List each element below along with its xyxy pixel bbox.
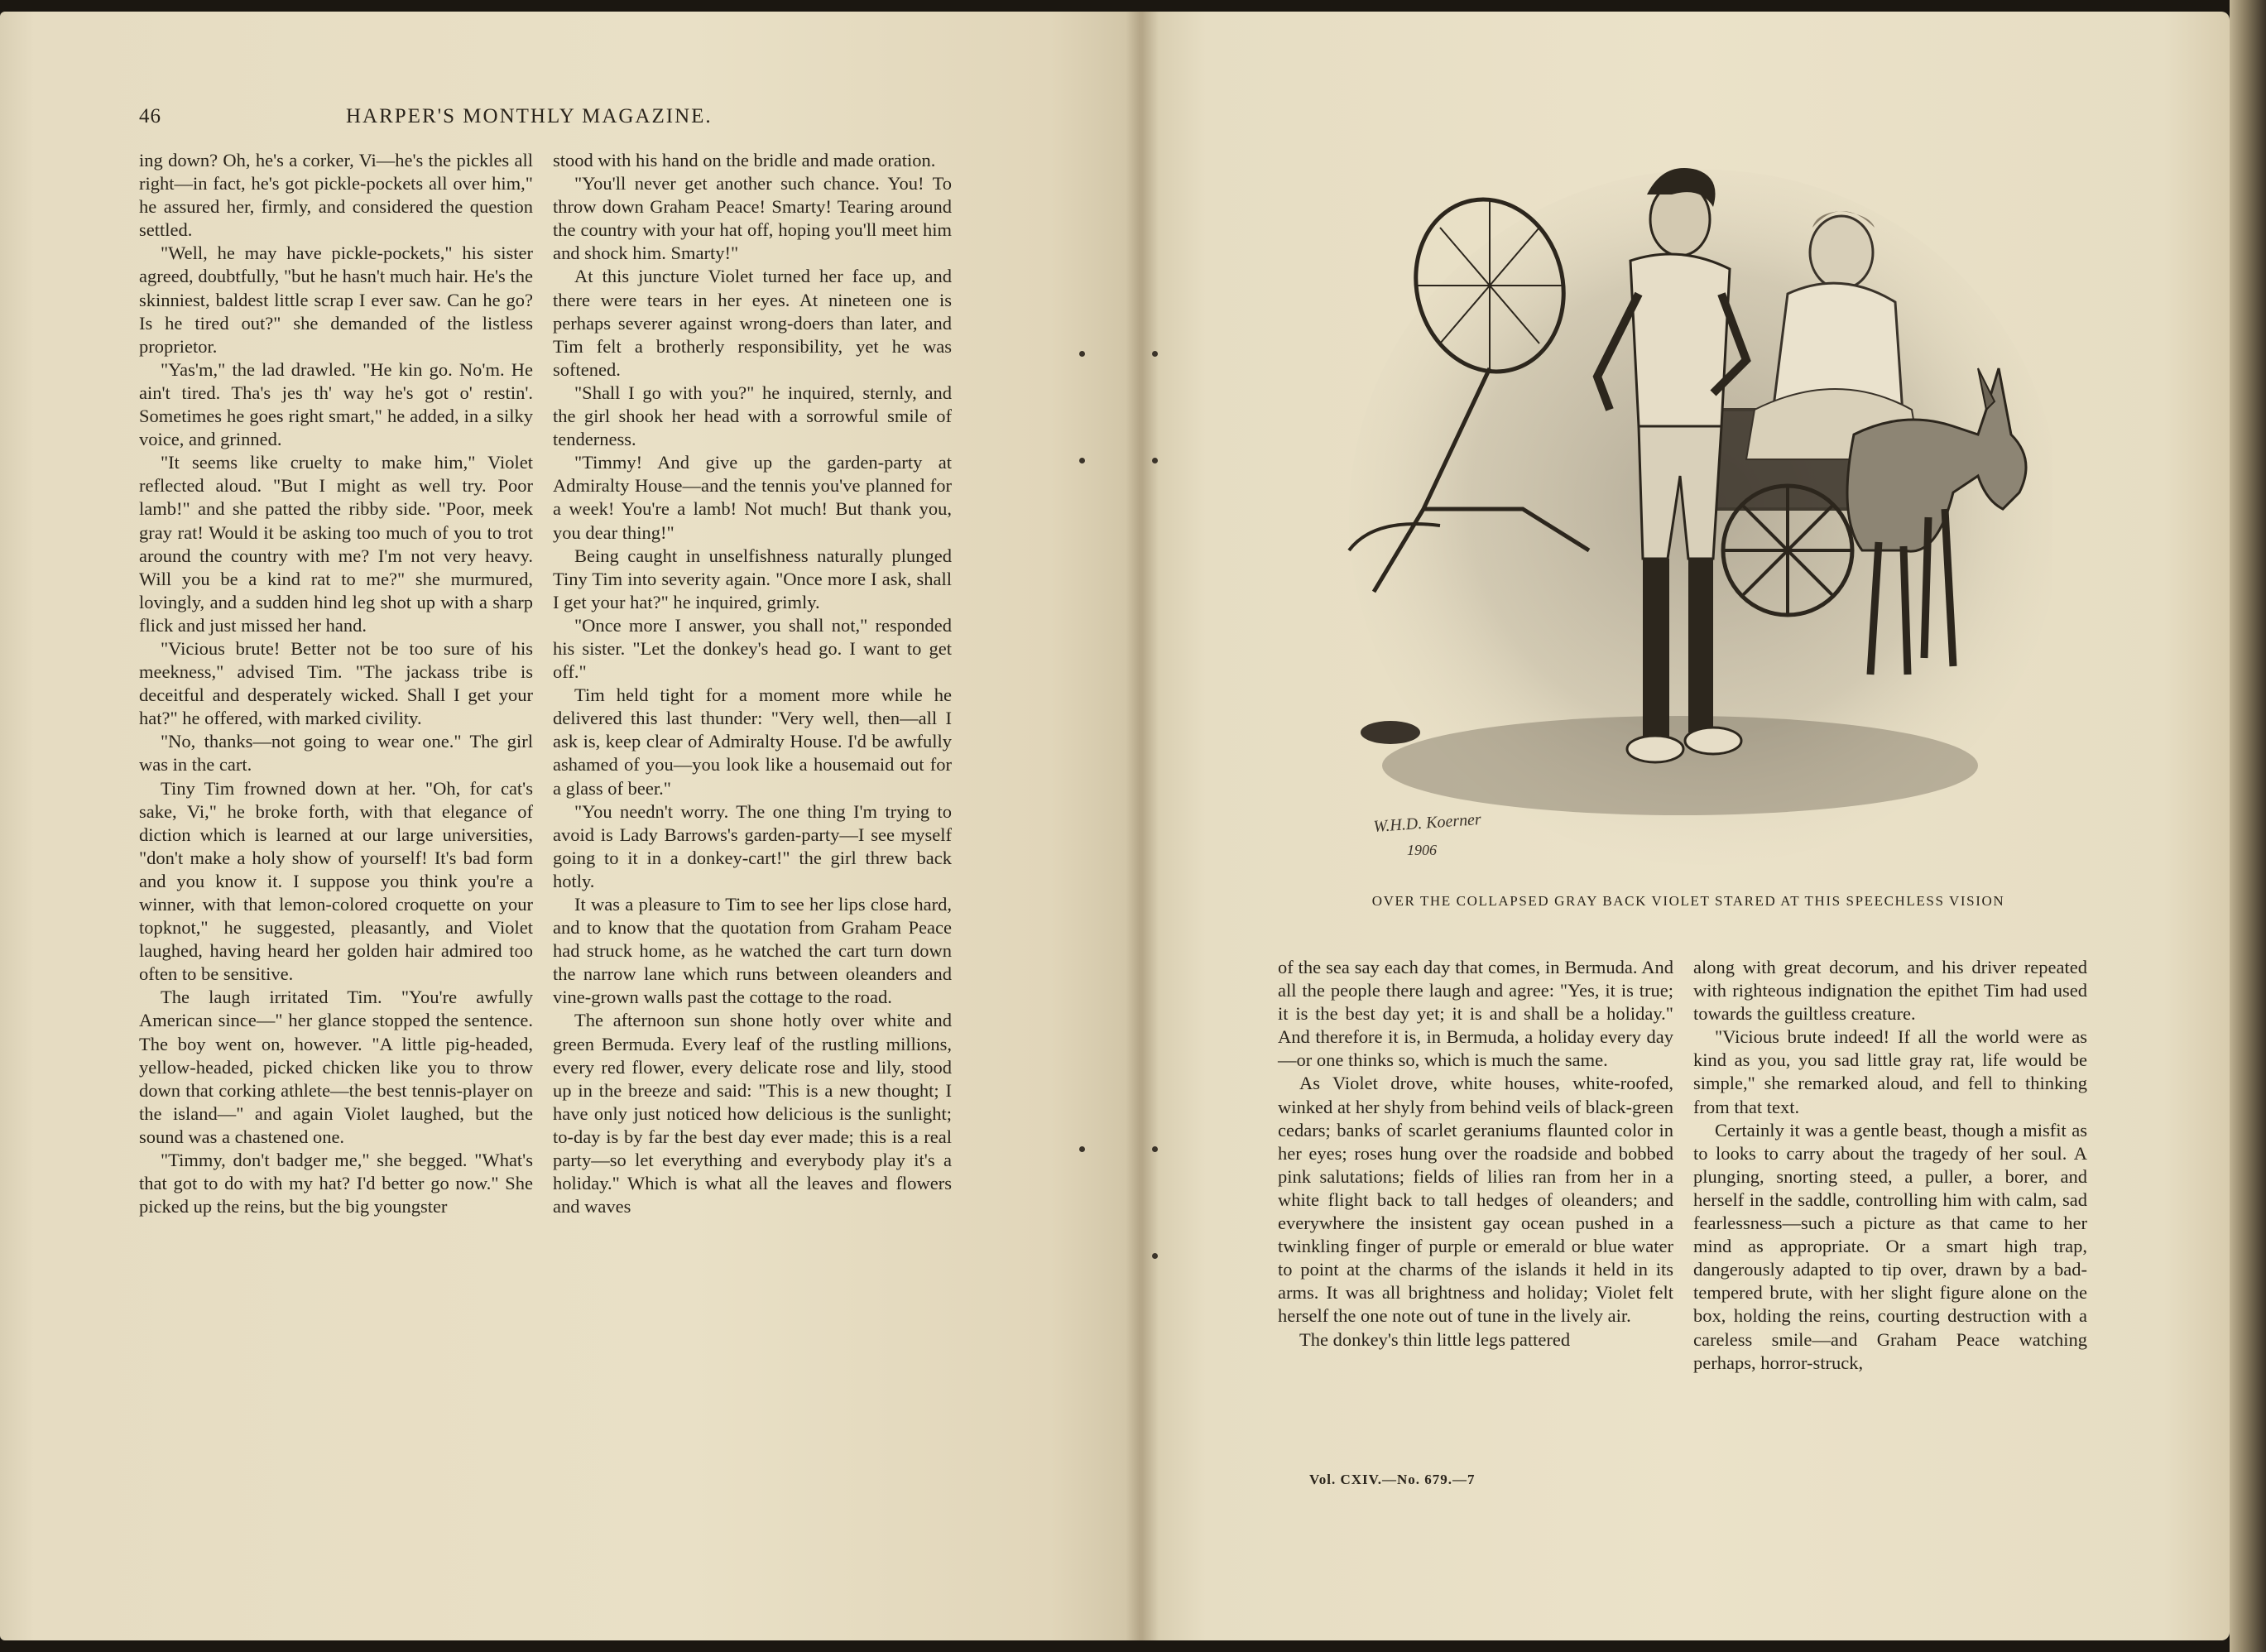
story-illustration: [1324, 161, 2052, 881]
paragraph: The afternoon sun shone hotly over white and green Bermuda. Every leaf of the rustling millions, every red flower, every delicate rose and lily, stood up in the breeze and said: "This is a new thought; I have only just noticed how delicious is the sunlight; to-day is by far the best day ever made; this is a real party—so let everything and everybody play it's a holiday." Which is what all the leaves and flowers and waves: [553, 1010, 952, 1217]
paragraph: of the sea say each day that comes, in Bermuda. And all the people there laugh and agree: "Yes, it is true; it is the best day yet; it is and shall be a holiday." And therefore it is, in Bermuda, a holiday every day—or one thinks so, which is much the same.: [1278, 957, 1673, 1071]
paragraph: The donkey's thin little legs pattered: [1299, 1328, 1571, 1350]
artist-signature-year: 1906: [1407, 842, 1437, 858]
hat-on-ground: [1361, 721, 1420, 744]
ground-shadow: [1382, 716, 1978, 815]
binding-hole: [1152, 1253, 1158, 1259]
paragraph: "Once more I answer, you shall not," responded his sister. "Let the donkey's head go. I want to get off.": [553, 614, 952, 683]
binding-hole: [1079, 351, 1085, 357]
binding-hole: [1079, 1146, 1085, 1152]
artist-signature: W.H.D. Koerner: [1372, 809, 1482, 836]
text-column-2: [553, 149, 952, 1218]
paragraph: Tim held tight for a moment more while he delivered this last thunder: "Very well, then—all I ask is, keep clear of Admiralty House. I'd be awfully ashamed of you—you look like a housemaid out for a glass of beer.": [553, 684, 952, 799]
illustration-caption: OVER THE COLLAPSED GRAY BACK VIOLET STARED AT THIS SPEECHLESS VISION: [1371, 893, 2005, 909]
paragraph: "You'll never get another such chance. You! To throw down Graham Peace! Smarty! Tearing around the country with your hat off, hoping you'll meet him and shock him. Smarty!": [553, 173, 952, 264]
gutter-shadow: [1126, 12, 1159, 1640]
text-column-3: [1278, 956, 1673, 1352]
volume-footer: Vol. CXIV.—No. 679.—7: [1309, 1472, 1476, 1487]
paragraph: As Violet drove, white houses, white-roofed, winked at her shyly from behind veils of black-green cedars; banks of scarlet geraniums flaunted color in her eyes; roses hung over the roadside and bobbed pink salutations; fields of lilies ran from her in a white flight back to tall hedges of oleanders; and everywhere the insistent gay ocean pushed in a twinkling finger of purple or emerald or blue water to point at the charms of the islands it held in its arms. It was all brightness and holiday; Violet felt herself the one note out of tune in the lively air.: [1278, 1073, 1673, 1327]
paragraph: At this juncture Violet turned her face up, and there were tears in her eyes. At nineteen one is perhaps severer against wrong-doers than later, and Tim felt a brotherly responsibility, yet he was softened.: [553, 266, 952, 380]
paragraph: "It seems like cruelty to make him," Violet reflected aloud. "But I might as well try. Poor lamb!" and she patted the ribby side. "Poor, meek gray rat! Would it be asking too much of you to trot around the country with me? I'm not very heavy. Will you be a kind rat to me?" she murmured, lovingly, and a sudden hind leg shot up with a sharp flick and just missed her hand.: [139, 452, 533, 636]
paragraph: stood with his hand on the bridle and made oration.: [553, 150, 936, 170]
paragraph: ing down? Oh, he's a corker, Vi—he's the pickles all right—in fact, he's got pickle-pockets all over him," he assured her, firmly, and considered the question settled.: [139, 150, 533, 241]
binding-hole: [1152, 458, 1158, 463]
binding-hole: [1079, 458, 1085, 463]
paragraph: Being caught in unselfishness naturally plunged Tiny Tim into severity again. "Once more I ask, shall I get your hat?" he inquired, grimly.: [553, 545, 952, 612]
page-number: 46: [139, 105, 161, 127]
paragraph: "Well, he may have pickle-pockets," his sister agreed, doubtfully, "but he hasn't much hair. He's the skinniest, baldest little scrap I ever saw. Can he go? Is he tired out?" she demanded of the listless proprietor.: [139, 243, 533, 357]
page-edge: [2230, 0, 2266, 1652]
paragraph: "No, thanks—not going to wear one." The girl was in the cart.: [139, 731, 533, 776]
paragraph: "You needn't worry. The one thing I'm trying to avoid is Lady Barrows's garden-party—I see myself going to it in a donkey-cart!" the girl threw back hotly.: [553, 800, 952, 891]
illustration-drawing: [1324, 161, 2052, 881]
paragraph: Tiny Tim frowned down at her. "Oh, for cat's sake, Vi," he broke forth, with that elegance of diction which is learned at our large universities, "don't make a holy show of yourself! It's bad form and you know it. I suppose you think you're a winner, with that lemon-colored croquette on your topknot," he suggested, pleasantly, and Violet laughed, having heard her golden hair admired too often to be sensitive.: [139, 777, 533, 985]
paragraph: "Vicious brute indeed! If all the world were as kind as you, you sad little gray rat, life would be simple," she remarked aloud, and fell to thinking from that text.: [1693, 1026, 2087, 1117]
paragraph: along with great decorum, and his driver repeated with righteous indignation the epithet Tim had used towards the guiltless creature.: [1693, 957, 2087, 1025]
paragraph: "Yas'm," the lad drawled. "He kin go. No'm. He ain't tired. Tha's jes th' way he's got o' restin'. Sometimes he goes right smart," he added, in a silky voice, and grinned.: [139, 358, 533, 450]
paragraph: "Shall I go with you?" he inquired, sternly, and the girl shook her head with a sorrowful smile of tenderness.: [553, 382, 952, 450]
paragraph: The laugh irritated Tim. "You're awfully American since—" her glance stopped the sentence. The boy went on, however. "A little pig-headed, yellow-headed, picked chicken like you to throw down that corking athlete—the best tennis-player on the island—" and again Violet laughed, but the sound was a chastened one.: [139, 987, 533, 1147]
paragraph: "Vicious brute! Better not be too sure of his meekness," advised Tim. "The jackass tribe is deceitful and desperately wicked. Shall I get your hat?" he offered, with marked civility.: [139, 637, 533, 729]
paragraph: It was a pleasure to Tim to see her lips close hard, and to know that the quotation from Graham Peace had struck home, as he watched the cart turn down the narrow lane which runs between oleanders and vine-grown walls past the cottage to the road.: [553, 894, 952, 1008]
text-column-4: [1693, 956, 2087, 1375]
running-title: HARPER'S MONTHLY MAGAZINE.: [346, 105, 713, 127]
binding-hole: [1152, 351, 1158, 357]
binding-hole: [1152, 1146, 1158, 1152]
paragraph: "Timmy, don't badger me," she begged. "What's that got to do with my hat? I'd better go now." She picked up the reins, but the big youngster: [139, 1150, 533, 1217]
paragraph: Certainly it was a gentle beast, though a misfit as to looks to carry about the tragedy of her soul. A plunging, snorting steed, a puller, a borer, and herself in the saddle, controlling him with calm, sad fearlessness—such a picture as that came to her mind as appropriate. Or a smart high trap, dangerously adapted to tip over, drawn by a bad-tempered brute, with her slight figure alone on the box, holding the reins, courting destruction with a careless smile—and Graham Peace watching perhaps, horror-struck,: [1693, 1119, 2087, 1373]
text-column-1: [139, 149, 533, 1218]
paragraph: "Timmy! And give up the garden-party at Admiralty House—and the tennis you've planned for a week! You're a lamb! Not much! But thank you, you dear thing!": [553, 452, 952, 543]
